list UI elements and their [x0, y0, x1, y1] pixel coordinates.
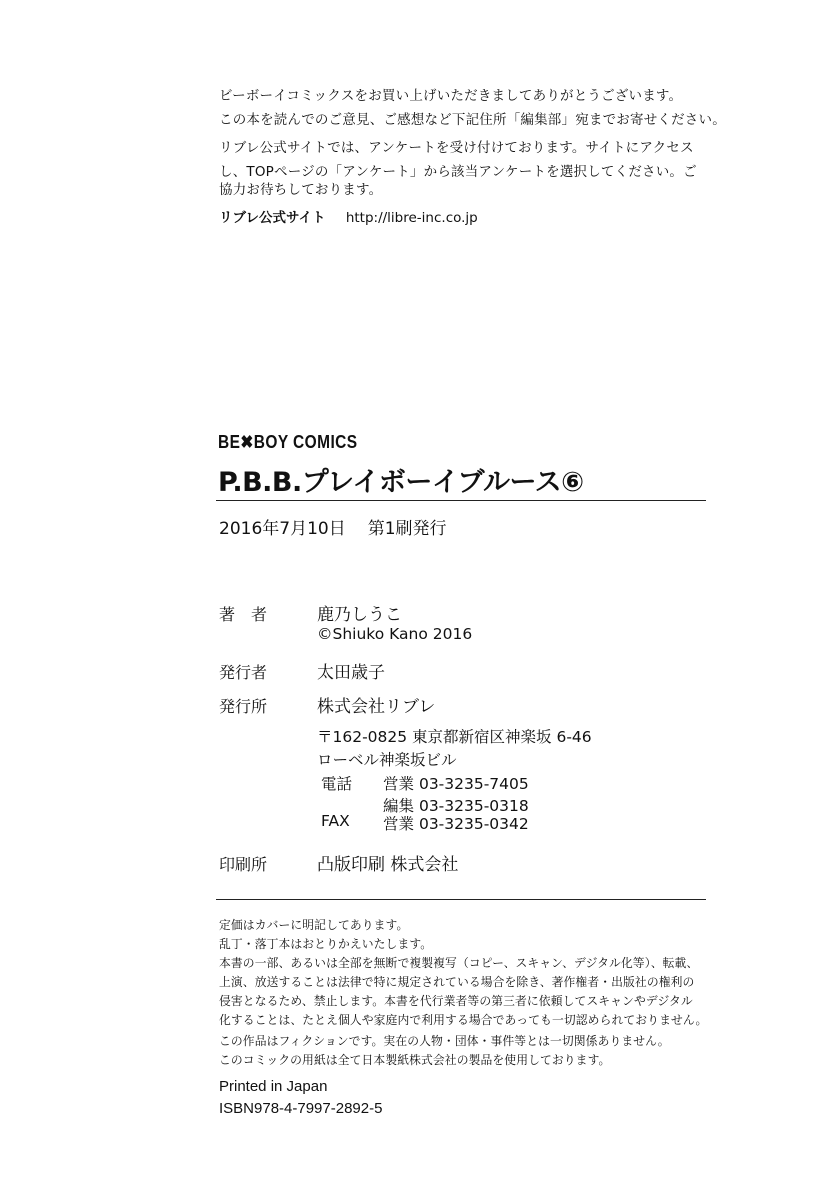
- note-line-8: このコミックの用紙は全て日本製紙株式会社の製品を使用しております。: [219, 1053, 611, 1067]
- divider-bottom: [216, 899, 706, 900]
- note-line-1: 定価はカバーに明記してあります。: [219, 918, 409, 932]
- editorial-label: 編集: [383, 797, 415, 815]
- sales-label: 営業: [383, 775, 415, 793]
- printer-name: 凸版印刷 株式会社: [317, 855, 459, 875]
- fax-number: 03-3235-0342: [418, 815, 529, 833]
- publisher-person-label: 発行者: [219, 663, 268, 682]
- note-line-3: 本書の一部、あるいは全部を無断で複製複写（コピー、スキャン、デジタル化等）、転載、: [219, 956, 699, 970]
- note-line-7: この作品はフィクションです。実在の人物・団体・事件等とは一切関係ありません。: [219, 1034, 670, 1048]
- author-name: 鹿乃しうこ: [317, 605, 402, 625]
- printed-in: Printed in Japan: [219, 1078, 328, 1095]
- official-site: [219, 206, 478, 226]
- official-site-url[interactable]: http://libre-inc.co.jp: [345, 210, 478, 226]
- intro-line-1: ビーボーイコミックスをお買い上げいただきましてありがとうございます。: [219, 88, 683, 104]
- fax-label: FAX: [321, 812, 350, 830]
- note-line-2: 乱丁・落丁本はおとりかえいたします。: [219, 937, 433, 951]
- phone-label: 電話: [321, 775, 353, 793]
- editorial-number: 03-3235-0318: [418, 797, 529, 815]
- fax-number-row: [383, 812, 529, 834]
- book-title: P.B.B.プレイボーイブルース⑥: [218, 467, 584, 498]
- date-value: 2016年7月10日: [219, 519, 346, 539]
- intro-line-2: この本を読んでのご意見、ご感想など下記住所「編集部」宛までお寄せください。: [219, 112, 726, 128]
- sales-phone: [383, 772, 529, 794]
- printing-value: 第1刷発行: [367, 519, 447, 539]
- divider-top: [216, 500, 706, 501]
- author-label: 著 者: [219, 605, 268, 624]
- fax-sales-label: 営業: [383, 815, 415, 833]
- sales-number: 03-3235-7405: [418, 775, 529, 793]
- intro-line-3: リブレ公式サイトでは、アンケートを受け付けております。サイトにアクセス: [219, 140, 694, 156]
- publisher-name: 株式会社リブレ: [317, 697, 436, 717]
- note-line-5: 侵害となるため、禁止します。本書を代行業者等の第三者に依頼してスキャンやデジタル: [219, 994, 693, 1008]
- note-line-4: 上演、放送することは法律で特に規定されている場合を除き、著作権者・出版社の権利の: [219, 975, 695, 989]
- official-site-label: リブレ公式サイト: [219, 210, 326, 226]
- series-label: BE✖BOY COMICS: [218, 432, 358, 452]
- publication-date: [219, 514, 447, 539]
- address-line-2: ローベル神楽坂ビル: [317, 751, 457, 769]
- intro-line-5: 協力お待ちしております。: [219, 182, 383, 198]
- intro-line-4: し、TOPページの「アンケート」から該当アンケートを選択してください。ご: [219, 164, 697, 180]
- isbn: ISBN978-4-7997-2892-5: [219, 1100, 383, 1117]
- address-line-1: 〒162-0825 東京都新宿区神楽坂 6-46: [317, 728, 592, 746]
- publisher-person: 太田歳子: [317, 663, 385, 683]
- publisher-label: 発行所: [219, 697, 268, 716]
- copyright: ©Shiuko Kano 2016: [317, 625, 473, 643]
- note-line-6: 化することは、たとえ個人や家庭内で利用する場合であっても一切認められておりません。: [219, 1013, 708, 1027]
- printer-label: 印刷所: [219, 855, 268, 874]
